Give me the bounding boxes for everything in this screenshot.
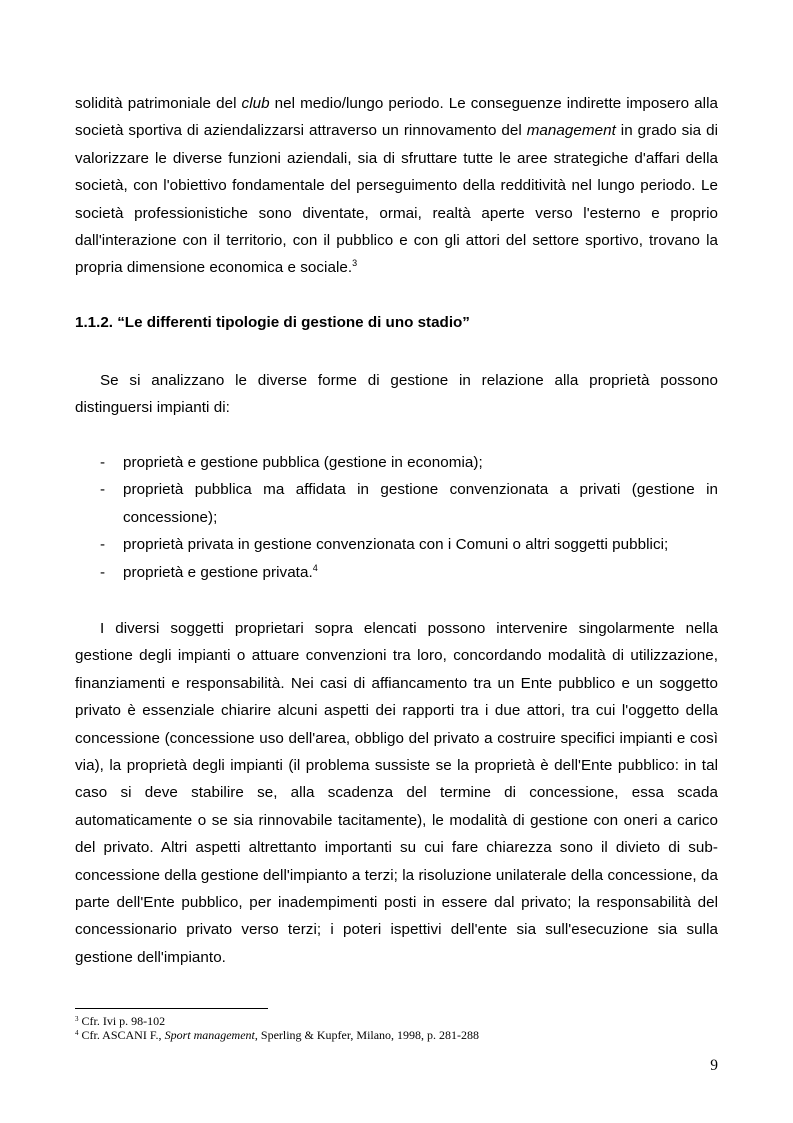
footnote-4 xyxy=(75,1028,479,1042)
list-item xyxy=(75,531,718,558)
list-item xyxy=(75,476,718,531)
footnote-separator xyxy=(75,1008,268,1009)
footnote-ref-4[interactable]: 4 xyxy=(312,562,318,573)
list-item-text: proprietà pubblica ma affidata in gestione convenzionata a privati (gestione in concessione); xyxy=(123,481,718,526)
list-item xyxy=(75,449,718,476)
bullet-dash: - xyxy=(100,536,106,554)
footnote-number: 4 xyxy=(75,1029,79,1037)
emphasis-club: club xyxy=(241,95,270,112)
bullet-dash: - xyxy=(100,481,106,499)
footnote-text: Cfr. ASCANI F., xyxy=(78,1028,165,1042)
paragraph-text: solidità patrimoniale del xyxy=(75,95,242,112)
page-number: 9 xyxy=(710,1057,718,1074)
list-item-text: proprietà e gestione pubblica (gestione in economia); xyxy=(123,454,483,471)
bullet-dash: - xyxy=(100,563,106,581)
paragraph-text: nel medio/lungo periodo. Le conseguenze indirette imposero alla società sportiva di aziendalizzarsi attraverso un rinnovamento del xyxy=(75,95,718,140)
paragraph-club-management xyxy=(75,90,718,282)
footnote-text: , Sperling & Kupfer, Milano, 1998, p. 281-288 xyxy=(254,1028,480,1042)
emphasis-management: management xyxy=(526,122,616,140)
footnote-text: Cfr. Ivi p. 98-102 xyxy=(78,1014,166,1028)
paragraph-owners-management: I diversi soggetti proprietari sopra elencati possono intervenire singolarmente nella gestione degli impianti o attuare convenzioni tra loro, concordando modalità di utilizzazione, finanziamenti e responsabilità. Nei casi di affiancamento tra un Ente pubblico e un soggetto privato è essenziale chiarire alcuni aspetti dei rapporti tra i due attori, tra cui l'oggetto della concessione (concessione uso dell'area, obbligo del privato a costruire specifici impianti e così via), la proprietà degli impianti (il problema sussiste se la proprietà è dell'Ente pubblico: in tal caso si deve stabilire se, alla scadenza del termine di concessione, essa scada automaticamente o se sia rinnovabile tacitamente), le modalità di gestione con oneri a carico del privato. Altri aspetti altrettanto importanti su cui fare chiarezza sono il divieto di sub-concessione della gestione dell'impianto a terzi; la risoluzione unilaterale della concessione, da parte dell'Ente pubblico, per inadempimenti posti in essere dal privato; la responsabilità del concessionario privato verso terzi; i poteri ispettivi dell'ente sia sull'esecuzione sia sulla gestione dell'impianto. xyxy=(75,620,718,966)
ownership-types-list xyxy=(75,449,718,586)
footnote-ref-3[interactable]: 3 xyxy=(352,258,358,269)
footnote-number: 3 xyxy=(75,1015,79,1023)
bullet-dash: - xyxy=(100,454,106,471)
paragraph-intro-list: Se si analizzano le diverse forme di gestione in relazione alla proprietà possono distinguersi impianti di: xyxy=(75,372,718,417)
list-item xyxy=(75,559,718,586)
footnotes xyxy=(75,1014,479,1042)
footnote-3 xyxy=(75,1014,479,1028)
list-item-text: proprietà privata in gestione convenzionata con i Comuni o altri soggetti pubblici; xyxy=(123,536,669,554)
list-item-text: proprietà e gestione privata. xyxy=(123,563,313,581)
footnote-book-title: Sport management xyxy=(164,1028,255,1042)
section-heading: 1.1.2. “Le differenti tipologie di gestione di uno stadio” xyxy=(75,314,470,331)
paragraph-text: in grado sia di valorizzare le diverse funzioni aziendali, sia di sfruttare tutte le aree strategiche d'affari della società, con l'obiettivo fondamentale del perseguimento della redditività nel lungo periodo. Le società professionistiche sono diventate, ormai, realtà aperte verso l'esterno e proprio dall'interazione con il territorio, con il pubblico e con gli attori del settore sportivo, trovano la propria dimensione economica e sociale. xyxy=(75,122,719,277)
